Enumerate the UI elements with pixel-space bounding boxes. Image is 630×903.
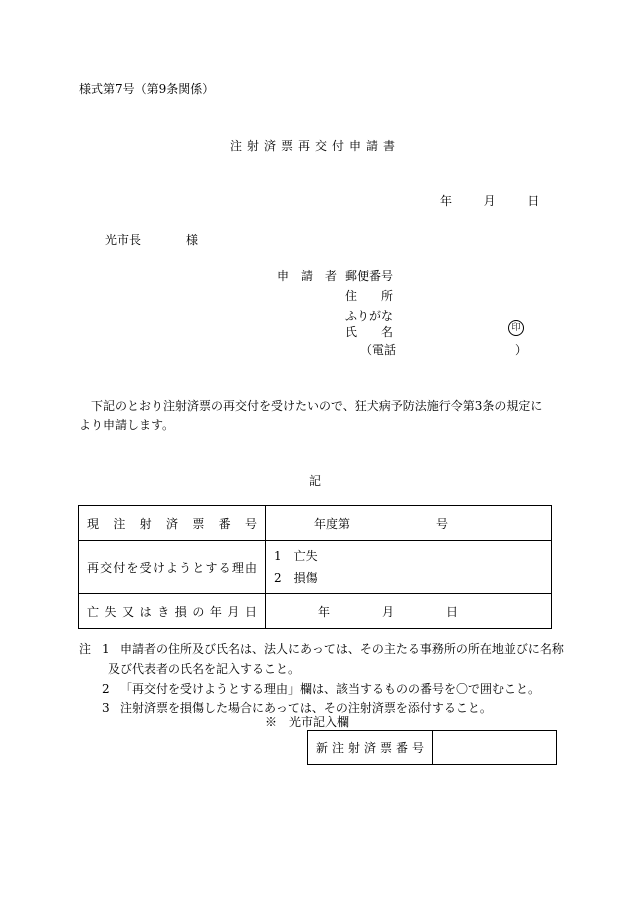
date-day-label: 日 xyxy=(527,194,540,208)
note-1-number: 1 xyxy=(102,642,110,656)
city-entry-label: ※ 光市記入欄 xyxy=(265,715,350,729)
note-3-number: 3 xyxy=(102,701,110,715)
table-row xyxy=(79,541,552,594)
application-table xyxy=(78,505,552,629)
table-row xyxy=(308,731,557,765)
telephone-close: ） xyxy=(515,343,528,357)
document-title: 注射済票再交付申請書 xyxy=(229,139,400,153)
current-tag-number-label: 現注射済票番号 xyxy=(79,506,266,541)
addressee-name: 光市長 xyxy=(105,233,142,247)
seal-mark: 印 xyxy=(508,320,524,336)
city-entry-table xyxy=(307,730,557,765)
notes-prefix: 注 xyxy=(79,642,92,656)
date-line xyxy=(440,192,539,209)
date-year-label: 年 xyxy=(440,194,453,208)
addressee xyxy=(105,231,198,248)
telephone-label: （電話 xyxy=(360,343,397,357)
table-row xyxy=(79,506,552,541)
reason-lost[interactable]: 1 亡失 xyxy=(274,549,318,563)
furigana-label: ふりがな xyxy=(345,309,394,323)
name-label: 氏名 xyxy=(345,325,393,339)
applicant-label: 申請者 xyxy=(277,269,350,283)
date-month-label: 月 xyxy=(483,194,496,208)
loss-date-label: 亡失又はき損の年月日 xyxy=(79,594,266,629)
reissue-reason-label: 再交付を受けようとする理由 xyxy=(79,541,266,594)
tag-year-label: 年度第 xyxy=(314,516,351,531)
table-row xyxy=(79,594,552,629)
note-2-number: 2 xyxy=(102,682,110,696)
note-2-text: 「再交付を受けようとする理由」欄は、該当するものの番号を〇で囲むこと。 xyxy=(120,682,541,696)
request-statement: 下記のとおり注射済票の再交付を受けたいので、狂犬病予防法施行令第3条の規定により申請します。 xyxy=(79,399,543,432)
tag-no-label: 号 xyxy=(436,516,449,531)
form-number: 様式第7号（第9条関係） xyxy=(79,82,215,96)
addressee-honorific: 様 xyxy=(186,233,199,247)
postal-code-label: 郵便番号 xyxy=(345,269,394,283)
loss-day-label: 日 xyxy=(446,604,459,619)
current-tag-number-field[interactable] xyxy=(266,506,552,541)
note-1-text: 申請者の住所及び氏名は、法人にあっては、その主たる事務所の所在地並びに名称 xyxy=(120,642,564,656)
loss-year-label: 年 xyxy=(318,604,331,619)
loss-month-label: 月 xyxy=(382,604,395,619)
new-tag-number-field[interactable] xyxy=(433,731,557,765)
note-3-text: 注射済票を損傷した場合にあっては、その注射済票を添付すること。 xyxy=(120,701,492,715)
loss-date-field[interactable] xyxy=(266,594,552,629)
reissue-reason-field[interactable] xyxy=(266,541,552,594)
address-label: 住所 xyxy=(345,289,393,303)
note-1-continued: 及び代表者の氏名を記入すること。 xyxy=(108,662,301,676)
reason-damaged[interactable]: 2 損傷 xyxy=(274,571,318,585)
new-tag-number-label: 新注射済票番号 xyxy=(308,731,433,765)
ki-heading: 記 xyxy=(308,474,321,488)
